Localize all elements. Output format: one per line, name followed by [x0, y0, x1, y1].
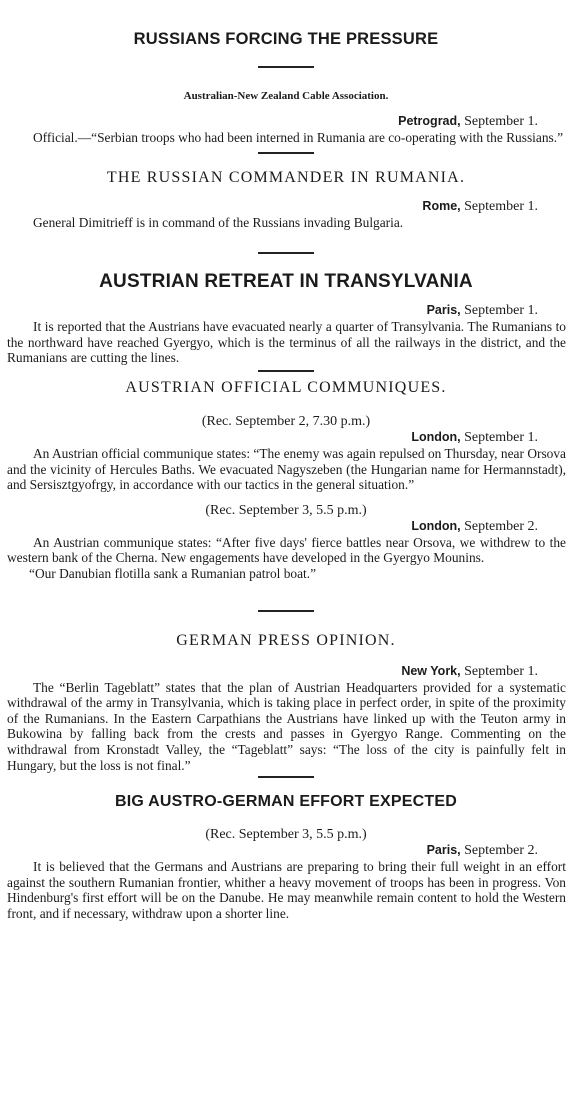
article-body: General Dimitrieff is in command of the Russians invading Bulgaria. — [33, 214, 404, 230]
dateline-london — [4, 430, 568, 446]
received-note: (Rec. September 3, 5.5 p.m.) — [205, 502, 367, 518]
dateline-rome — [4, 199, 568, 215]
article-body: An Austrian official communique states: “The enemy was again repulsed on Thursday, near Orsova and the vicinity of Hercules Baths. We evacuated Nagyszeben (the Hungarian name for Hermannstadt), and Sersisztgyofrgy, in accordance with our tactics in the general situation.” — [7, 445, 566, 493]
dateline-place: London, — [411, 429, 461, 444]
headline-russian-commander: THE RUSSIAN COMMANDER IN RUMANIA. — [106, 168, 466, 186]
headline-austrian-communiques: AUSTRIAN OFFICIAL COMMUNIQUES. — [125, 378, 447, 396]
rule — [258, 776, 314, 778]
dateline-place: London, — [411, 518, 461, 533]
dateline-london — [4, 519, 568, 535]
dateline-place: Petrograd, — [398, 114, 461, 128]
agency-credit: Australian-New Zealand Cable Association. — [183, 90, 389, 102]
article-body: “Our Danubian flotilla sank a Rumanian patrol boat.” — [29, 565, 317, 581]
article-body: The “Berlin Tageblatt” states that the plan of Austrian Headquarters provided for a systematic withdrawal of the army in Transylvania, which is taking place in perfect order, in spite of the proximity of the Rumanians. In the Eastern Carpathians the Austrians have linked up with the Teuton army in Bukowina by falling back from the crests and passes in Gyergyo Range. Commenting on the withdrawal from Kronstadt Valley, the “Tageblatt” says: “The loss of the city is painfully felt in Hungary, but the loss is not final.” — [7, 679, 566, 773]
dateline-paris — [4, 843, 568, 859]
dateline-date: September 1. — [460, 114, 538, 129]
article-body: It is believed that the Germans and Austrians are preparing to bring their full weight in an effort against the southern Rumanian frontier, whither a heavy movement of troops has been in progress. Von Hindenburg's first effort will be on the Danube. He may meanwhile remain content to hold the Western front, and if necessary, withdraw upon a shorter line. — [7, 859, 566, 921]
rule — [258, 66, 314, 68]
rule — [258, 610, 314, 612]
dateline-petrograd — [4, 114, 568, 130]
dateline-date: September 2. — [460, 843, 538, 859]
rule — [258, 152, 314, 154]
dateline-date: September 2. — [460, 518, 538, 534]
received-note: (Rec. September 3, 5.5 p.m.) — [205, 827, 367, 843]
rule — [258, 370, 314, 372]
article-body: It is reported that the Austrians have evacuated nearly a quarter of Transylvania. The Rumanians to the northward have reached Gyergyo, which is the terminus of all the railways in the district, and the Rumanians are cutting the lines. — [7, 319, 566, 366]
rule — [258, 252, 314, 254]
dateline-paris — [4, 303, 568, 319]
article-body: Official.—“Serbian troops who had been interned in Rumania are co-operating with the Russians.” — [33, 130, 564, 145]
dateline-place: Rome, — [422, 198, 461, 213]
dateline-place: New York, — [401, 663, 461, 678]
headline-austrian-retreat: AUSTRIAN RETREAT IN TRANSYLVANIA — [99, 271, 473, 293]
dateline-date: September 1. — [460, 429, 538, 445]
headline-german-press: GERMAN PRESS OPINION. — [176, 631, 396, 649]
received-note: (Rec. September 2, 7.30 p.m.) — [201, 413, 371, 429]
dateline-date: September 1. — [460, 303, 538, 319]
dateline-place: Paris, — [426, 843, 461, 858]
dateline-date: September 1. — [460, 663, 538, 679]
dateline-date: September 1. — [460, 198, 538, 214]
article-body: An Austrian communique states: “After five days' fierce battles near Orsova, we withdrew to the western bank of the Cherna. New engagements have developed in the Gyergyo Mounins. — [7, 534, 566, 566]
dateline-place: Paris, — [426, 303, 461, 318]
headline-russians-forcing: RUSSIANS FORCING THE PRESSURE — [133, 30, 439, 48]
dateline-new-york — [4, 664, 568, 680]
headline-big-austro-german: BIG AUSTRO-GERMAN EFFORT EXPECTED — [114, 793, 457, 811]
